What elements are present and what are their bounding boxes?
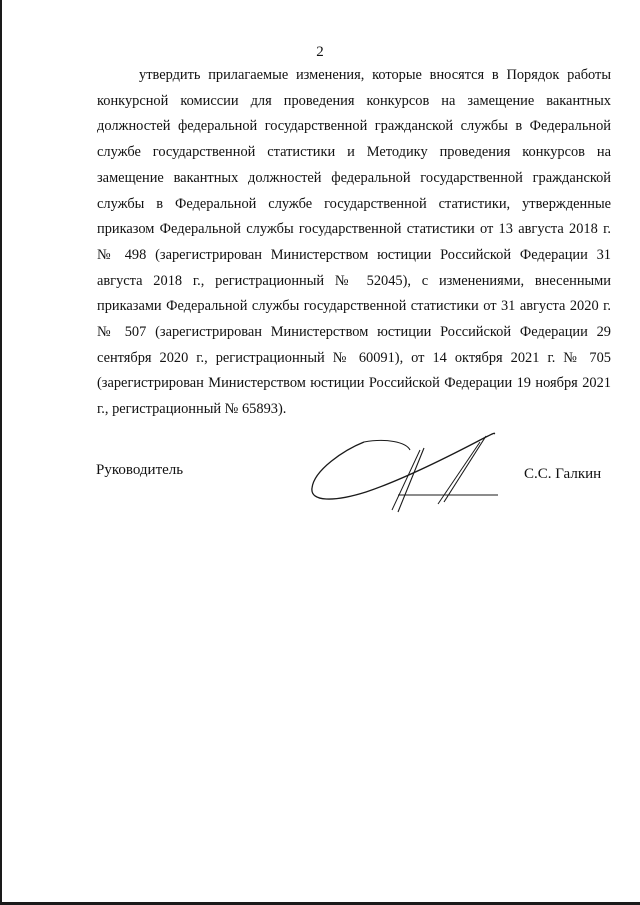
signer-name: С.С. Галкин: [524, 466, 602, 482]
signer-title: Руководитель: [96, 462, 184, 478]
signature-icon: [306, 420, 506, 515]
page-number: 2: [316, 44, 324, 60]
body-paragraph: утвердить прилагаемые изменения, которые вносятся в Порядок работы конкурсной комиссии для проведения конкурсов на замещение вакантных должностей федеральной государственной гражданской службы в Федеральной службе государственной статистики и Методику проведения конкурсов на замещение вакантных должностей федеральной государственной гражданской службы в Федеральной службе государственной статистики, утвержденные приказом Федеральной службы государственной статистики от 13 августа 2018 г. № 498 (зарегистрирован Министерством юстиции Российской Федерации 31 августа 2018 г., регистрационный № 52045), с изменениями, внесенными приказами Федеральной службы государственной статистики от 31 августа 2020 г. № 507 (зарегистрирован Министерством юстиции Российской Федерации 29 сентября 2020 г., регистрационный № 60091), от 14 октября 2021 г. № 705 (зарегистрирован Министерством юстиции Российской Федерации 19 ноября 2021 г., регистрационный № 65893).: [97, 67, 611, 418]
scan-left-border: [0, 0, 2, 905]
